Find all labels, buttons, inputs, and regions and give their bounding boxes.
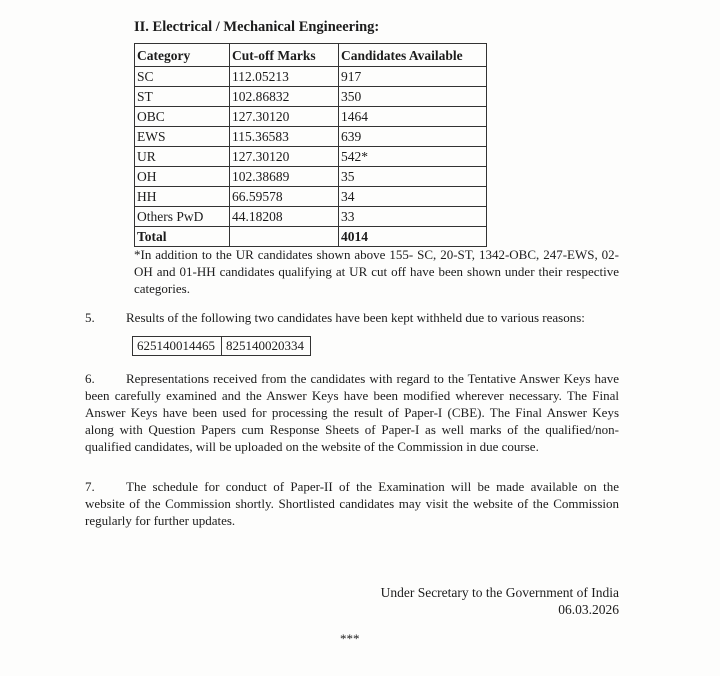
cell-candidates: 1464 — [339, 107, 487, 127]
paragraph-number: 7. — [85, 479, 95, 494]
cell-candidates: 639 — [339, 127, 487, 147]
cell-category: EWS — [135, 127, 230, 147]
table-row — [135, 67, 487, 87]
table-total-row — [135, 227, 487, 247]
cell-category: OH — [135, 167, 230, 187]
withheld-roll-numbers — [132, 336, 311, 356]
cell-category: ST — [135, 87, 230, 107]
cell-cutoff: 127.30120 — [230, 107, 339, 127]
table-header-row — [135, 44, 487, 67]
cell-candidates: 917 — [339, 67, 487, 87]
cell-category: Others PwD — [135, 207, 230, 227]
signatory-office: Under Secretary to the Government of India — [380, 585, 619, 600]
cell-candidates: 542* — [339, 147, 487, 167]
cell-category: UR — [135, 147, 230, 167]
cell-category: OBC — [135, 107, 230, 127]
table-row — [135, 127, 487, 147]
table-row — [135, 207, 487, 227]
cell-candidates: 350 — [339, 87, 487, 107]
header-candidates-available: Candidates Available — [339, 44, 487, 67]
cell-cutoff: 44.18208 — [230, 207, 339, 227]
paragraph-6 — [85, 370, 619, 455]
cell-cutoff: 127.30120 — [230, 147, 339, 167]
roll-number: 825140020334 — [222, 337, 311, 356]
paragraph-7 — [85, 478, 619, 529]
cell-candidates: 35 — [339, 167, 487, 187]
cutoff-table — [134, 43, 487, 247]
table-row — [135, 87, 487, 107]
cell-cutoff: 115.36583 — [230, 127, 339, 147]
paragraph-number: 6. — [85, 371, 95, 386]
header-cutoff-marks: Cut-off Marks — [230, 44, 339, 67]
paragraph-number: 5. — [85, 310, 95, 325]
total-candidates: 4014 — [339, 227, 487, 247]
cell-cutoff: 112.05213 — [230, 67, 339, 87]
roll-number: 625140014465 — [133, 337, 222, 356]
cell-cutoff: 102.86832 — [230, 87, 339, 107]
cell-candidates: 34 — [339, 187, 487, 207]
table-row — [135, 167, 487, 187]
table-footnote: *In addition to the UR candidates shown above 155- SC, 20-ST, 1342-OBC, 247-EWS, 02- OH and 01-HH candidates qualifying at UR cut off have been shown under their respective categories. — [134, 247, 619, 296]
paragraph-text: The schedule for conduct of Paper-II of the Examination will be made available on the website of the Commission shortly. Shortlisted candidates may visit the website of the Commission regularly for further updates. — [85, 479, 619, 528]
table-row — [135, 147, 487, 167]
paragraph-text: Results of the following two candidates have been kept withheld due to various reasons: — [126, 310, 585, 325]
total-label: Total — [135, 227, 230, 247]
table-row — [135, 107, 487, 127]
section-title: II. Electrical / Mechanical Engineering: — [134, 19, 380, 35]
cell-category: SC — [135, 67, 230, 87]
signature-date: 06.03.2026 — [558, 602, 619, 617]
cell-cutoff: 66.59578 — [230, 187, 339, 207]
total-cutoff — [230, 227, 339, 247]
end-mark: *** — [340, 631, 360, 646]
cell-category: HH — [135, 187, 230, 207]
paragraph-5 — [85, 309, 619, 326]
paragraph-text: Representations received from the candidates with regard to the Tentative Answer Keys have been carefully examined and the Answer Keys have been modified wherever necessary. The Final Answer Keys have been used for processing the result of Paper-I (CBE). The Final Answer Keys along with Question Papers cum Response Sheets of Paper-I as well marks of the qualified/non-qualified candidates, will be uploaded on the website of the Commission in due course. — [85, 371, 619, 454]
cell-candidates: 33 — [339, 207, 487, 227]
header-category: Category — [135, 44, 230, 67]
table-row — [135, 187, 487, 207]
cell-cutoff: 102.38689 — [230, 167, 339, 187]
